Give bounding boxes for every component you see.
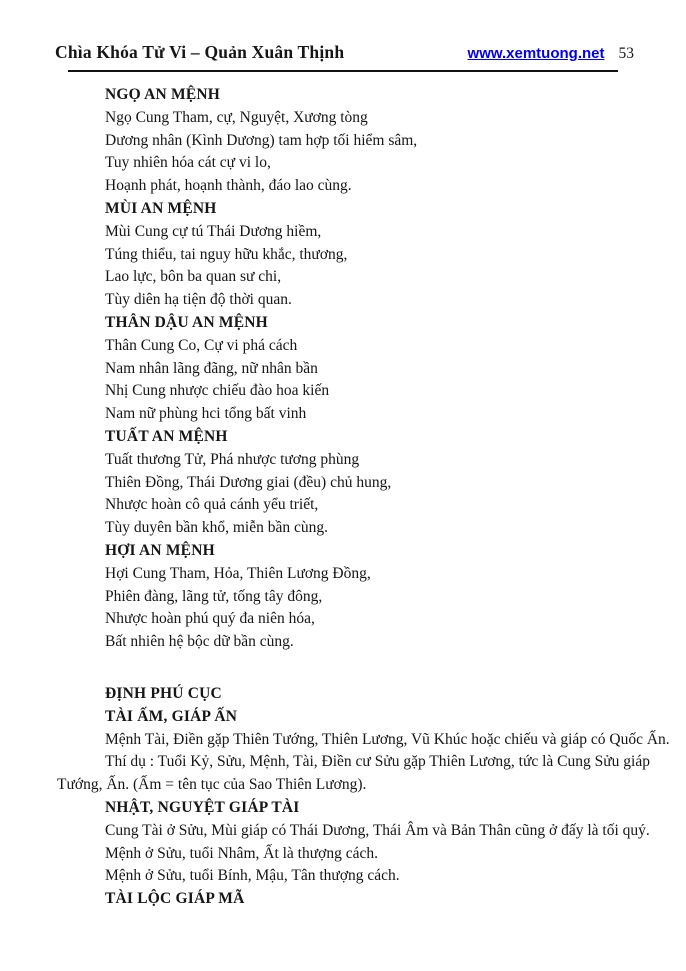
poem-section	[57, 540, 686, 654]
section-heading: TUẤT AN MỆNH	[105, 427, 228, 445]
poem-line: Thiên Đồng, Thái Dương giai (đều) chủ hung,	[105, 473, 392, 491]
fortune-line: Mệnh Tài, Điền gặp Thiên Tướng, Thiên Lương, Vũ Khúc hoặc chiếu và giáp có Quốc Ấn.	[105, 730, 670, 748]
poem-line: Nhược hoàn cô quả cánh yểu triết,	[105, 496, 319, 514]
fortune-block	[57, 797, 686, 888]
poem-section	[57, 312, 686, 426]
fortune-block-heading: TÀI LỘC GIÁP MÃ	[105, 890, 245, 908]
poem-line: Nam nữ phùng hci tổng bất vinh	[105, 405, 307, 423]
poem-line: Phiên đàng, lãng tử, tống tây đông,	[105, 587, 323, 605]
poem-line: Thân Cung Co, Cự vi phá cách	[105, 336, 298, 354]
section-heading: HỢI AN MỆNH	[105, 541, 215, 559]
poem-line: Hoạnh phát, hoạnh thành, đáo lao cùng.	[105, 177, 352, 195]
poem-section	[57, 84, 686, 198]
poem-line: Nhị Cung nhược chiếu đào hoa kiến	[105, 382, 330, 400]
fortune-block	[57, 706, 686, 797]
poem-line: Tùy duyên bần khổ, miễn bần cùng.	[105, 519, 328, 537]
page-content	[0, 72, 686, 911]
poem-line: Tuất thương Tử, Phá nhược tương phùng	[105, 450, 360, 468]
fortune-line: Mệnh ở Sửu, tuổi Bính, Mậu, Tân thượng cách.	[105, 867, 400, 885]
fortune-line-wrap: Tướng, Ấn. (Ấm = tên tục của Sao Thiên Lương).	[57, 776, 367, 794]
poem-section	[57, 198, 686, 312]
page-number: 53	[618, 45, 634, 62]
fortune-line: Mệnh ở Sửu, tuổi Nhâm, Ất là thượng cách.	[105, 844, 378, 862]
fortune-block-heading: TÀI ẤM, GIÁP ẤN	[105, 707, 238, 725]
fortune-line: Thí dụ : Tuổi Kỷ, Sửu, Mệnh, Tài, Điền cư Sửu gặp Thiên Lương, tức là Cung Sửu giáp	[105, 753, 650, 771]
poem-section	[57, 426, 686, 540]
section-heading: NGỌ AN MỆNH	[105, 86, 221, 103]
website-link[interactable]: www.xemtuong.net	[467, 45, 605, 62]
poem-line: Dương nhân (Kình Dương) tam hợp tối hiểm sâm,	[105, 131, 418, 149]
poem-line: Bất nhiên hệ bộc dữ bần cùng.	[105, 633, 294, 651]
section-heading: MÙI AN MỆNH	[105, 199, 217, 217]
fortune-block-heading: NHẬT, NGUYỆT GIÁP TÀI	[105, 798, 300, 816]
poem-line: Hợi Cung Tham, Hỏa, Thiên Lương Đồng,	[105, 564, 371, 582]
fortune-block	[57, 888, 686, 911]
poem-line: Túng thiểu, tai nguy hữu khắc, thương,	[105, 245, 348, 263]
fortune-title: ĐỊNH PHÚ CỤC	[105, 684, 222, 702]
poem-line: Lao lực, bôn ba quan sư chi,	[105, 268, 282, 286]
poem-line: Tùy diên hạ tiện độ thời quan.	[105, 291, 292, 309]
poem-line: Nhược hoàn phú quý đa niên hóa,	[105, 610, 315, 628]
fortune-line: Cung Tài ở Sửu, Mùi giáp có Thái Dương, Thái Âm và Bản Thân cũng ở đấy là tối quý.	[105, 821, 650, 839]
poem-line: Ngọ Cung Tham, cự, Nguyệt, Xương tòng	[105, 108, 368, 126]
section-heading: THÂN DẬU AN MỆNH	[105, 313, 268, 331]
poem-line: Mùi Cung cự tú Thái Dương hiềm,	[105, 222, 322, 240]
book-title: Chìa Khóa Tử Vi – Quản Xuân Thịnh	[55, 42, 345, 62]
page-header	[0, 0, 686, 63]
fortune-section	[57, 683, 686, 911]
poem-line: Nam nhân lãng đãng, nữ nhân bần	[105, 359, 318, 377]
poem-line: Tuy nhiên hóa cát cự vi lo,	[105, 154, 271, 172]
